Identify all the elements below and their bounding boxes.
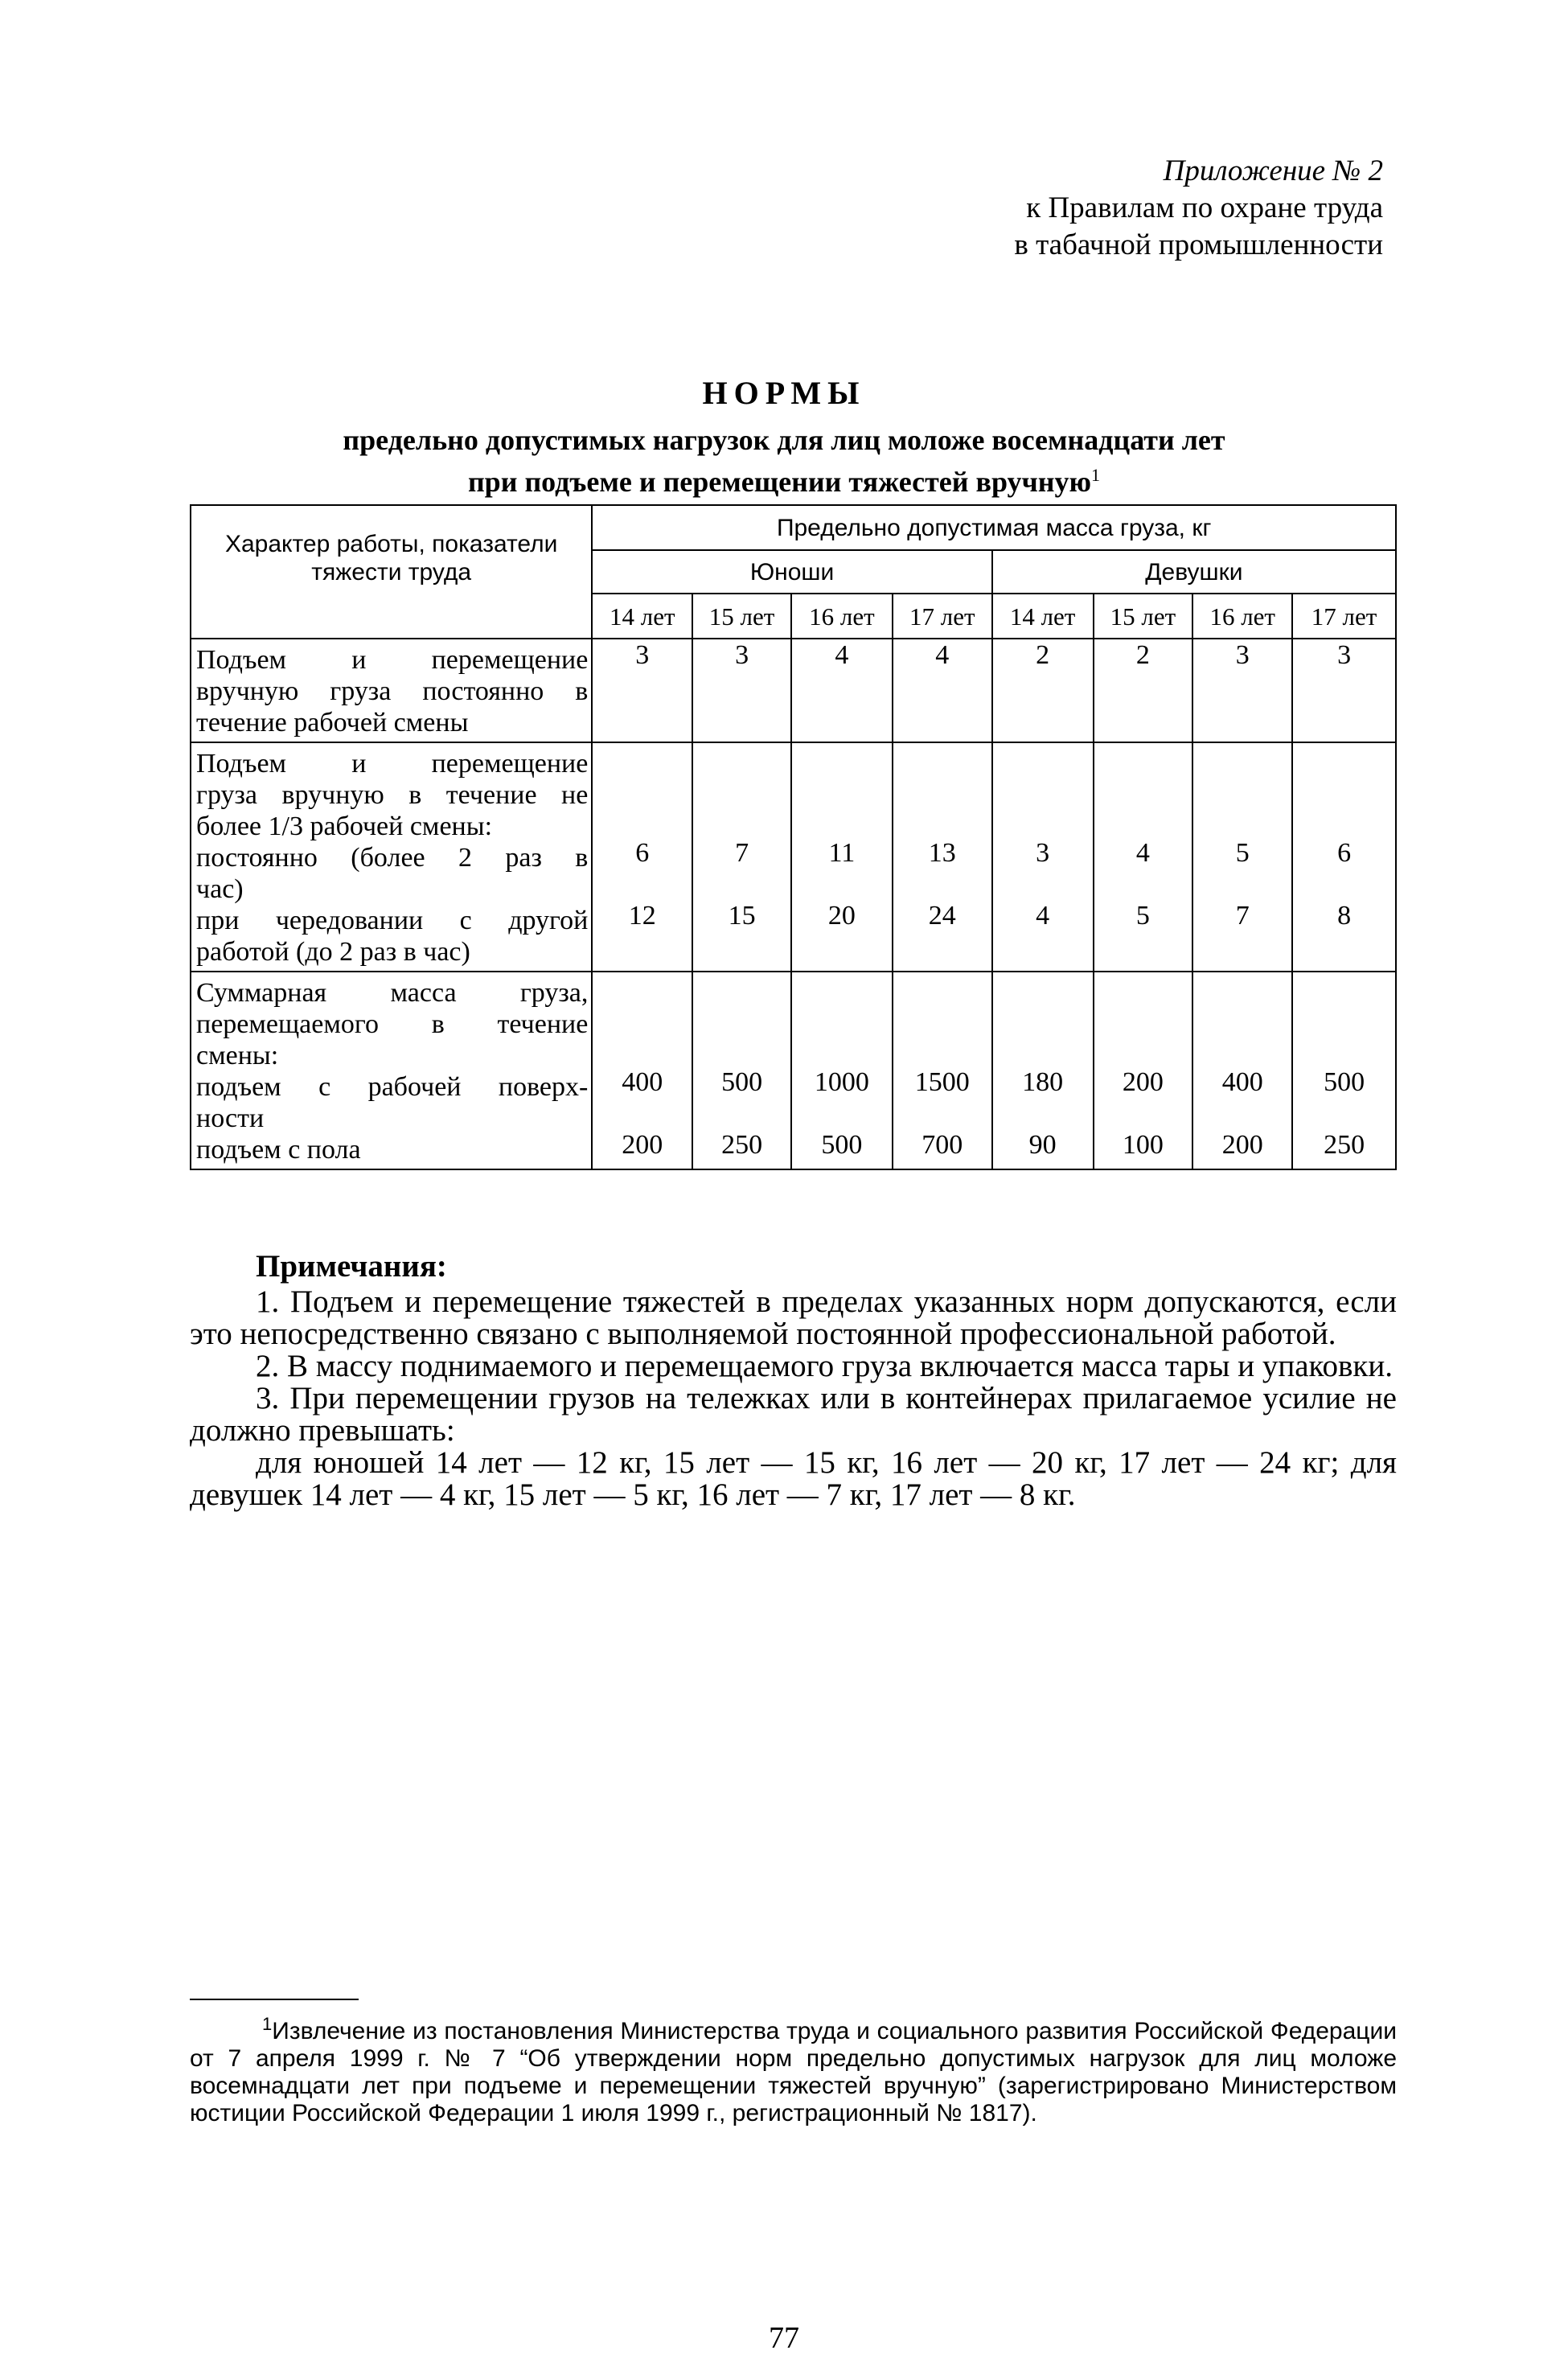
document-title: НОРМЫ (702, 375, 866, 411)
table-row (191, 972, 1396, 1169)
age-header: 16 лет (791, 594, 893, 639)
table-cell: 11 (828, 838, 856, 868)
table-cell: 180 (1022, 1067, 1064, 1097)
table-cell: 5 (1235, 838, 1250, 868)
age-header: 17 лет (893, 594, 992, 639)
group-boys-header: Юноши (592, 550, 991, 594)
note-item: 2. В массу поднимаемого и перемещаемого груза включается масса тары и упаковки. (256, 1349, 1393, 1383)
appendix-line-1: к Правилам по охране труда (1026, 191, 1383, 224)
table-cell: 3 (735, 640, 749, 670)
note-item: 1. Подъем и перемещение тяжестей в пределах указанных норм допускаются, если это непосредственно связано с выполняемой постоянной профессиональной работой. (190, 1284, 1397, 1351)
page-number: 77 (769, 2321, 799, 2355)
norms-table (190, 504, 1397, 1170)
appendix-header (1014, 153, 1383, 264)
appendix-line-2: в табачной промышленности (1014, 228, 1383, 261)
table-cell: 7 (735, 838, 749, 868)
group-girls-header: Девушки (992, 550, 1396, 594)
table-row (191, 742, 1396, 972)
row-label: Подъем и перемещение вручную груза постоянно в течение рабочей смены (191, 639, 592, 742)
row-label: Суммарная масса груза, перемещаемого в течение смены: подъем с рабочей поверх- ности подъем с пола (191, 972, 592, 1169)
table-cell: 6 (635, 838, 650, 868)
table-row (191, 639, 1396, 742)
table-cell: 13 (928, 838, 956, 868)
table-cell: 1500 (914, 1067, 970, 1097)
footnote-text: Извлечение из постановления Министерства труда и социального развития Российской Федерации от 7 апреля 1999 г. № 7 “Об утверждении норм предельно допустимых нагрузок для лиц моложе восемнадцати лет при подъеме и перемещении тяжестей вручную” (зарегистрировано Министерством юстиции Российской Федерации 1 июля 1999 г., регистрационный № 1817). (190, 2018, 1397, 2126)
table-cell: 100 (1122, 1130, 1164, 1160)
table-cell: 3 (635, 640, 650, 670)
table-cell: 7 (1235, 901, 1250, 931)
table-cell: 12 (628, 901, 656, 931)
table-cell: 400 (622, 1067, 663, 1097)
age-header: 14 лет (592, 594, 692, 639)
subtitle-line-2: при подъеме и перемещении тяжестей вручную$^1$ (467, 465, 1101, 498)
appendix-label: Приложение № 2 (1163, 154, 1383, 187)
table-cell: 90 (1028, 1130, 1057, 1160)
footnote (190, 2011, 1397, 2127)
table-cell: 4 (835, 640, 849, 670)
footnote-divider (190, 1999, 359, 2000)
table-cell: 4 (1036, 901, 1050, 931)
note-item: 3. При перемещении грузов на тележках или в контейнерах прилагаемое усилие не должно превышать: (190, 1381, 1397, 1448)
table-cell: 5 (1135, 901, 1150, 931)
table-cell: 20 (827, 901, 856, 931)
table-cell: 4 (1135, 838, 1150, 868)
table-cell: 8 (1337, 901, 1352, 931)
table-cell: 24 (928, 901, 956, 931)
table-cell: 4 (935, 640, 950, 670)
max-mass-header: Предельно допустимая масса груза, кг (592, 505, 1396, 550)
notes-section (190, 1251, 1397, 1511)
age-header: 17 лет (1292, 594, 1396, 639)
age-header: 14 лет (992, 594, 1094, 639)
table-cell: 3 (1337, 640, 1352, 670)
table-cell: 500 (1324, 1067, 1365, 1097)
row-label: Подъем и перемещение груза вручную в течение не более 1/3 рабочей смены: постоянно (более 2 раз в час) при чередовании с другой работой (до 2 раз в час) (191, 742, 592, 972)
table-cell: 15 (728, 901, 756, 931)
table-cell: 250 (721, 1130, 763, 1160)
footnote-mark: 1 (262, 2014, 273, 2034)
document-subtitle (209, 422, 1359, 499)
table-cell: 3 (1235, 640, 1250, 670)
table-cell: 250 (1324, 1130, 1365, 1160)
age-header: 16 лет (1192, 594, 1292, 639)
footnote-mark: 1 (1091, 465, 1101, 485)
table-cell: 1000 (814, 1067, 869, 1097)
age-header: 15 лет (692, 594, 791, 639)
table-cell: 500 (721, 1067, 763, 1097)
table-cell: 2 (1135, 640, 1150, 670)
table-cell: 6 (1337, 838, 1352, 868)
subtitle-line-1: предельно допустимых нагрузок для лиц моложе восемнадцати лет (343, 424, 1225, 456)
table-cell: 400 (1221, 1067, 1263, 1097)
age-header: 15 лет (1094, 594, 1193, 639)
table-cell: 200 (622, 1130, 663, 1160)
table-cell: 3 (1036, 838, 1050, 868)
table-cell: 200 (1221, 1130, 1263, 1160)
note-continuation: для юношей 14 лет — 12 кг, 15 лет — 15 кг, 16 лет — 20 кг, 17 лет — 24 кг; для девушек 14 лет — 4 кг, 15 лет — 5 кг, 16 лет — 7 кг, 17 лет — 8 кг. (190, 1445, 1397, 1512)
notes-heading: Примечания: (256, 1249, 447, 1284)
table-cell: 500 (821, 1130, 863, 1160)
table-cell: 2 (1036, 640, 1050, 670)
work-character-header: Характер работы, показатели тяжести труда (191, 505, 592, 639)
table-cell: 200 (1122, 1067, 1164, 1097)
table-cell: 700 (922, 1130, 963, 1160)
